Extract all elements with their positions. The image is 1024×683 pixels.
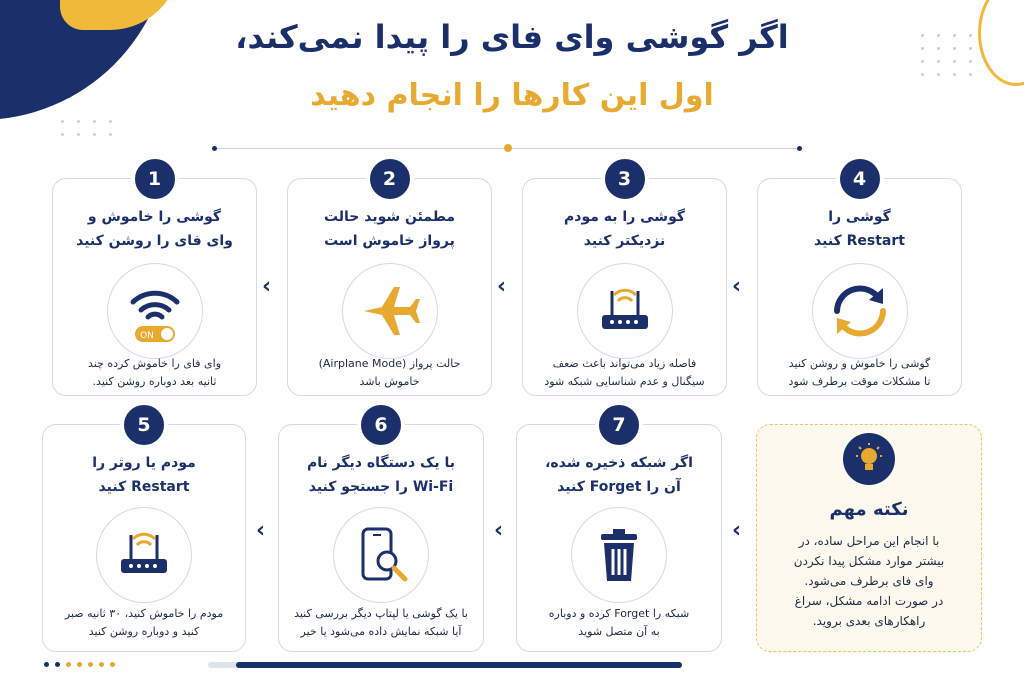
- step-description: وای فای را خاموش کرده چند ثانیه بعد دوباره روشن کنید.: [87, 357, 222, 388]
- step-card-6: [278, 414, 484, 652]
- router-icon: [577, 263, 673, 359]
- step-description: فاصله زیاد می‌تواند باعث ضعف سیگنال و عدم شناسایی شبکه شود: [544, 357, 705, 388]
- step-title: گوشی را به مودم نزدیکتر کنید: [564, 209, 685, 249]
- progress-bar: [208, 662, 682, 668]
- step-number-badge: 1: [131, 155, 179, 203]
- lightbulb-icon: [843, 433, 895, 485]
- chevron-right-icon: ›: [262, 274, 272, 299]
- chevron-right-icon: ›: [732, 274, 742, 299]
- restart-icon: [812, 263, 908, 359]
- footer-dots: [44, 662, 115, 667]
- step-description: با یک گوشی یا لپتاپ دیگر بررسی کنید آیا شبکه نمایش داده می‌شود یا خیر: [294, 607, 468, 638]
- step-card-5: [42, 414, 246, 652]
- step-title: مطمئن شوید حالت پرواز خاموش است: [323, 209, 456, 249]
- step-description: شبکه را Forget کرده و دوباره به آن متصل شوید: [548, 607, 690, 638]
- step-number-badge: 7: [595, 401, 643, 449]
- trash-icon: [571, 507, 667, 603]
- step-title: گوشی را خاموش و وای فای را روشن کنید: [76, 209, 233, 249]
- router-icon: [96, 507, 192, 603]
- note-title: نکته مهم: [829, 499, 909, 520]
- step-title: با یک دستگاه دیگر نام Wi-Fi را جستجو کنید: [307, 455, 455, 495]
- step-number-badge: 3: [601, 155, 649, 203]
- chevron-right-icon: ›: [494, 518, 504, 543]
- step-number-badge: 5: [120, 401, 168, 449]
- step-card-3: [522, 168, 727, 396]
- chevron-right-icon: ›: [732, 518, 742, 543]
- chevron-right-icon: ›: [256, 518, 266, 543]
- step-card-7: [516, 414, 722, 652]
- page-title: اگر گوشی وای فای را پیدا نمی‌کند،: [235, 18, 789, 56]
- step-description: مودم را خاموش کنید، ۳۰ ثانیه صبر کنید و دوباره روشن کنید: [64, 607, 224, 638]
- step-description: گوشی را خاموش و روشن کنید تا مشکلات موقت برطرف شود: [788, 357, 931, 388]
- step-title: گوشی را Restart کنید: [814, 209, 905, 249]
- airplane-icon: [342, 263, 438, 359]
- step-number-badge: 6: [357, 401, 405, 449]
- divider-dot: [504, 144, 512, 152]
- divider-end-dot: [212, 146, 217, 151]
- decorative-dots-left: [58, 120, 112, 136]
- step-card-4: [757, 168, 962, 396]
- progress-bar-fill: [236, 662, 682, 668]
- important-note-card: [756, 424, 982, 652]
- wifi-icon: [107, 263, 203, 359]
- step-title: مودم یا روتر را Restart کنید: [92, 455, 196, 495]
- step-card-1: [52, 168, 257, 396]
- toggle-label: ON: [139, 331, 154, 341]
- step-number-badge: 4: [836, 155, 884, 203]
- note-text: با انجام این مراحل ساده، در بیشتر موارد مشکل پیدا نکردن وای فای برطرف می‌شود. در صورت ادامه مشکل، سراغ راهکارهای بعدی بروید.: [793, 534, 945, 628]
- divider-end-dot: [797, 146, 802, 151]
- step-card-2: [287, 168, 492, 396]
- step-title: اگر شبکه ذخیره شده، آن را Forget کنید: [545, 455, 693, 495]
- page-subtitle: اول این کارها را انجام دهید: [310, 78, 714, 113]
- chevron-right-icon: ›: [497, 274, 507, 299]
- step-number-badge: 2: [366, 155, 414, 203]
- step-description: حالت پرواز (Airplane Mode) خاموش باشد: [318, 357, 461, 388]
- phone-search-icon: [333, 507, 429, 603]
